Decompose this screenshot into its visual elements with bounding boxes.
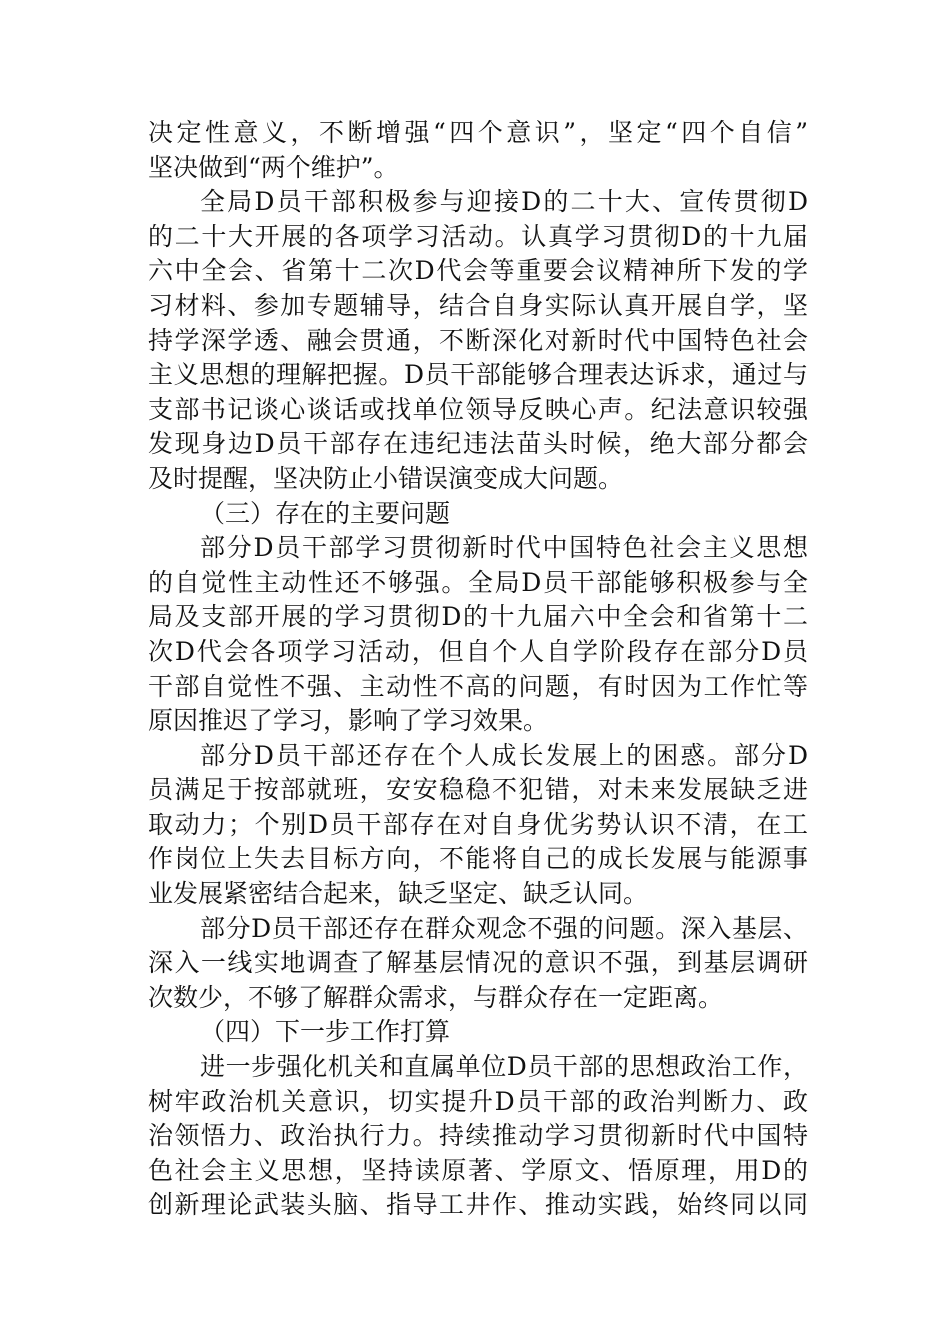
text-line: 决定性意义，不断增强“四个意识”，坚定“四个自信” bbox=[148, 118, 808, 147]
text-line: 全局D员干部积极参与迎接D的二十大、宣传贯彻D bbox=[200, 187, 808, 217]
document-body bbox=[148, 116, 808, 1223]
text-line: 及时提醒，坚决防止小错误演变成大问题。 bbox=[148, 463, 624, 493]
section-heading: （四）下一步工作打算 bbox=[200, 1017, 451, 1047]
text-line: 治领悟力、政治执行力。持续推动学习贯彻新时代中国特 bbox=[148, 1121, 808, 1151]
text-line: 部分D员干部还存在群众观念不强的问题。深入基层、 bbox=[200, 913, 808, 943]
text-line: 次D代会各项学习活动，但自个人自学阶段存在部分D员 bbox=[148, 636, 808, 666]
text-line: 员满足于按部就班，安安稳稳不犯错，对未来发展缺乏进 bbox=[148, 775, 808, 805]
text-line: 原因推迟了学习，影响了学习效果。 bbox=[148, 706, 549, 736]
text-line: 的二十大开展的各项学习活动。认真学习贯彻D的十九届 bbox=[148, 221, 808, 251]
text-line: 次数少，不够了解群众需求，与群众存在一定距离。 bbox=[148, 982, 724, 1012]
text-line: 持学深学透、融会贯通，不断深化对新时代中国特色社会 bbox=[148, 325, 808, 355]
text-line: 习材料、参加专题辅导，结合自身实际认真开展自学，坚 bbox=[148, 290, 808, 320]
text-line: 深入一线实地调查了解基层情况的意识不强，到基层调研 bbox=[148, 948, 808, 978]
text-line: 进一步强化机关和直属单位D员干部的思想政治工作， bbox=[200, 1052, 808, 1082]
text-line: 取动力；个别D员干部存在对自身优劣势认识不清，在工 bbox=[148, 809, 808, 839]
text-line: 业发展紧密结合起来，缺乏坚定、缺乏认同。 bbox=[148, 879, 649, 909]
text-line: 色社会主义思想，坚持读原著、学原文、悟原理，用D的 bbox=[148, 1155, 808, 1185]
text-line: 干部自觉性不强、主动性不高的问题，有时因为工作忙等 bbox=[148, 671, 808, 701]
text-line: 树牢政治机关意识，切实提升D员干部的政治判断力、政 bbox=[148, 1086, 808, 1116]
text-line: 作岗位上失去目标方向，不能将自己的成长发展与能源事 bbox=[148, 844, 808, 874]
text-line: 局及支部开展的学习贯彻D的十九届六中全会和省第十二 bbox=[148, 602, 808, 632]
text-line: 坚决做到“两个维护”。 bbox=[148, 152, 399, 182]
text-line: 部分D员干部学习贯彻新时代中国特色社会主义思想 bbox=[200, 533, 808, 563]
text-line: 创新理论武装头脑、指导工井作、推动实践，始终同以同 bbox=[148, 1190, 808, 1220]
text-line: 支部书记谈心谈话或找单位领导反映心声。纪法意识较强 bbox=[148, 394, 808, 424]
section-heading: （三）存在的主要问题 bbox=[200, 498, 451, 528]
text-line: 发现身边D员干部存在违纪违法苗头时候，绝大部分都会 bbox=[148, 429, 808, 459]
text-line: 部分D员干部还存在个人成长发展上的困惑。部分D bbox=[200, 740, 808, 770]
text-line: 主义思想的理解把握。D员干部能够合理表达诉求，通过与 bbox=[148, 360, 808, 390]
text-line: 的自觉性主动性还不够强。全局D员干部能够积极参与全 bbox=[148, 567, 808, 597]
text-line: 六中全会、省第十二次D代会等重要会议精神所下发的学 bbox=[148, 256, 808, 286]
